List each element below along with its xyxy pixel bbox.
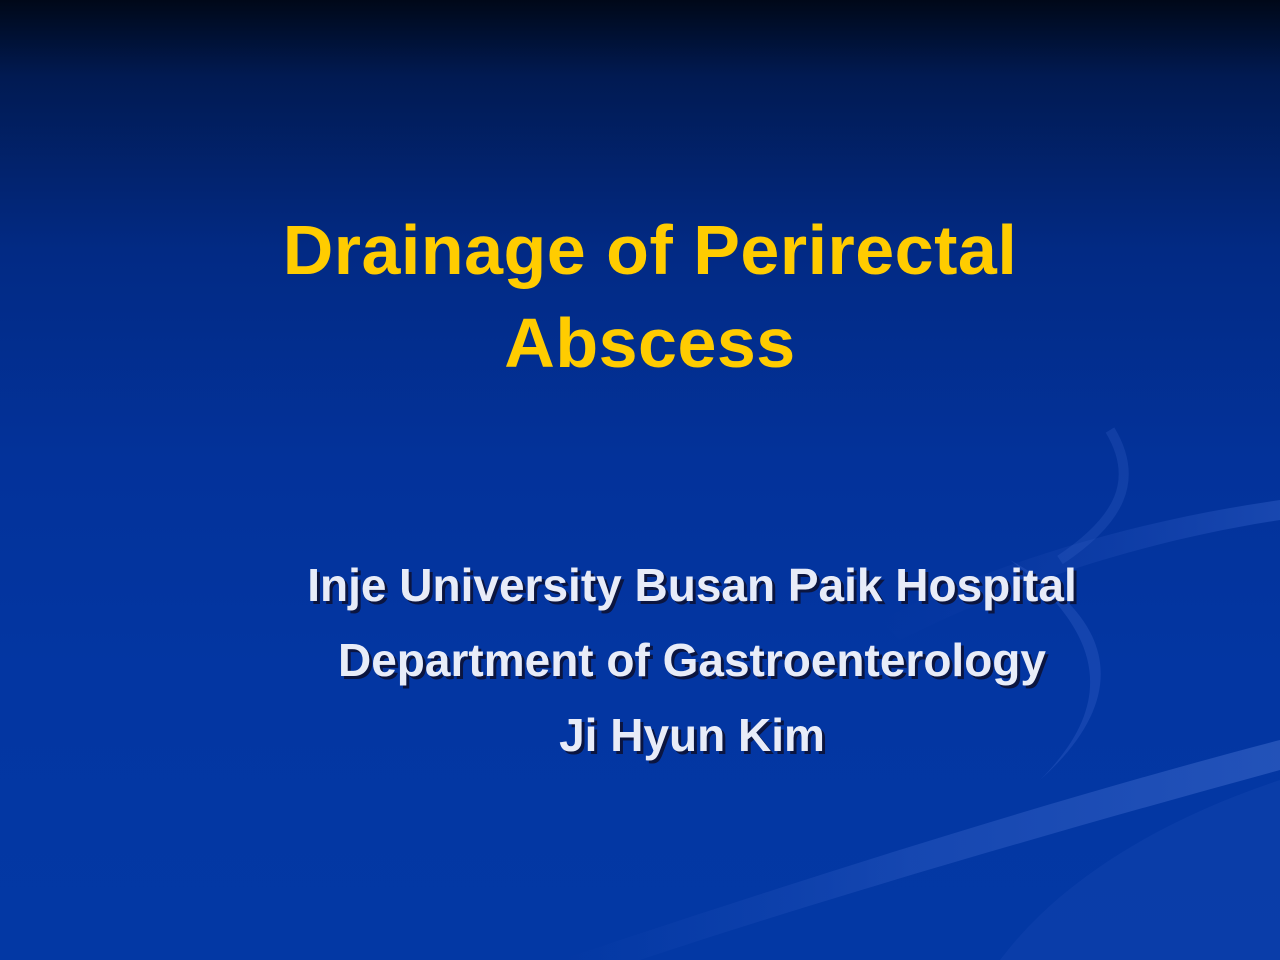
title-line-2: Abscess — [504, 304, 796, 382]
subtitle-author: Ji Hyun Kim — [559, 709, 825, 761]
slide-subtitle — [192, 548, 1192, 773]
slide-title — [150, 204, 1150, 390]
title-line-1: Drainage of Perirectal — [282, 211, 1018, 289]
subtitle-department: Department of Gastroenterology — [338, 634, 1046, 686]
subtitle-institution: Inje University Busan Paik Hospital — [307, 559, 1077, 611]
